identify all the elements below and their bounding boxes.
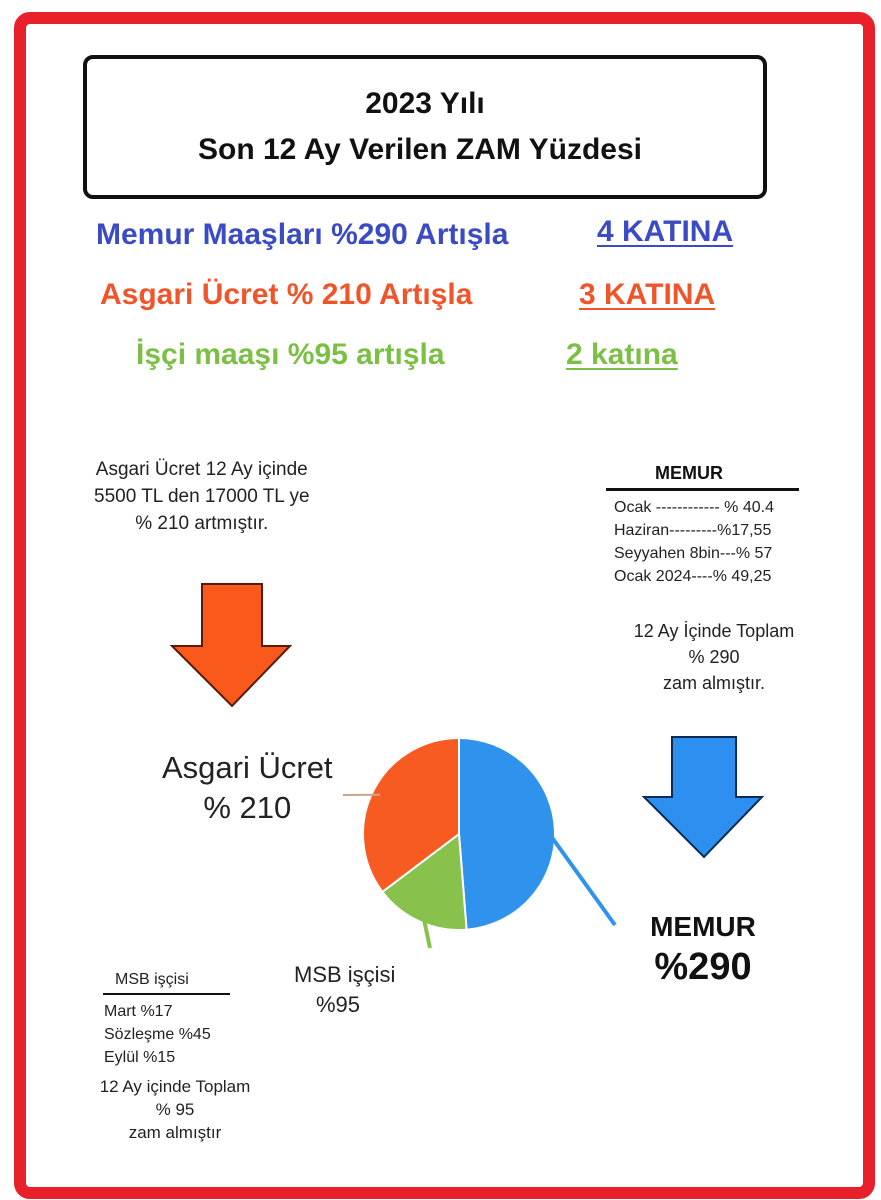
label-memur-name: MEMUR — [650, 911, 756, 942]
msb-item-sozlesme: Sözleşme %45 — [104, 1026, 211, 1043]
label-asgari — [162, 748, 333, 828]
asgari-note-line2: 5500 TL den 17000 TL ye — [94, 486, 310, 507]
label-memur — [638, 910, 768, 990]
memur-total-line1: 12 Ay İçinde Toplam — [633, 621, 795, 641]
title-subtitle: Son 12 Ay Verilen ZAM Yüzdesi — [197, 133, 643, 166]
label-asgari-name: Asgari Ücret — [162, 750, 333, 785]
memur-item-haziran: Haziran---------%17,55 — [614, 522, 772, 539]
multiplier-3-katina: 3 KATINA — [579, 278, 716, 311]
label-msb-value: %95 — [316, 992, 361, 1017]
label-msb — [294, 960, 395, 1020]
leader-line-memur — [547, 831, 615, 925]
memur-item-seyyahen: Seyyahen 8bin---% 57 — [614, 545, 773, 562]
memur-total-line3: zam almıştır. — [662, 673, 765, 693]
msb-item-mart: Mart %17 — [104, 1003, 173, 1020]
pie-slice-memur — [459, 738, 555, 930]
title-year: 2023 Yılı — [365, 87, 485, 120]
msb-item-eylul: Eylül %15 — [104, 1049, 176, 1066]
memur-total-line2: % 290 — [688, 647, 740, 667]
headline-asgari-text: Asgari Ücret % 210 Artışla — [100, 278, 473, 311]
headline-isci-text: İşçi maaşı %95 artışla — [136, 338, 445, 371]
label-memur-value: %290 — [654, 946, 752, 988]
label-asgari-value: % 210 — [203, 790, 292, 825]
label-msb-name: MSB işçisi — [294, 962, 396, 987]
multiplier-4-katina: 4 KATINA — [597, 215, 734, 248]
memur-box-header: MEMUR — [655, 463, 723, 483]
headline-memur-text: Memur Maaşları %290 Artışla — [96, 218, 509, 251]
msb-total-line2: % 95 — [155, 1100, 195, 1119]
asgari-note-line3: % 210 artmıştır. — [135, 513, 269, 534]
memur-item-ocak-2024: Ocak 2024----% 49,25 — [614, 568, 772, 585]
memur-item-ocak: Ocak ------------ % 40.4 — [614, 499, 774, 516]
multiplier-2-katina: 2 katına — [566, 338, 678, 371]
asgari-note-line1: Asgari Ücret 12 Ay içinde — [95, 459, 308, 480]
msb-box-header: MSB işçisi — [115, 971, 189, 988]
msb-total-line1: 12 Ay içinde Toplam — [99, 1077, 251, 1096]
msb-total-line3: zam almıştır — [128, 1123, 222, 1142]
